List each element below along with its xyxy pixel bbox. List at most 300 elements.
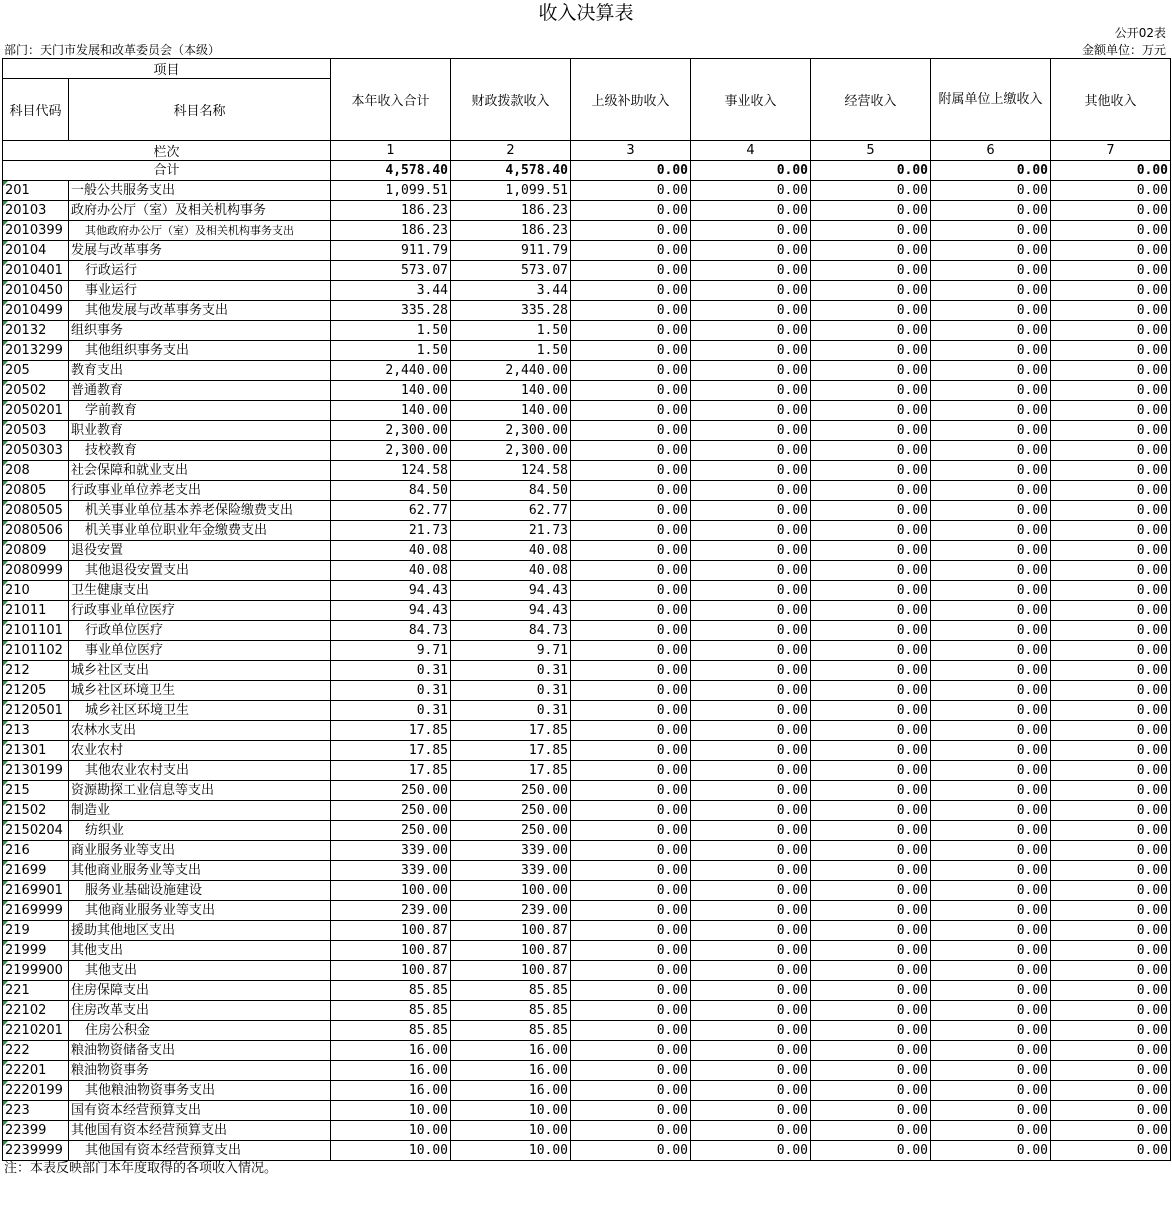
other-income-cell[interactable]: 0.00 [1051, 441, 1171, 461]
subject-name[interactable]: 资源勘探工业信息等支出 [69, 781, 331, 801]
other-income-cell[interactable]: 0.00 [811, 881, 931, 901]
subject-name[interactable]: 城乡社区支出 [69, 661, 331, 681]
fiscal-income-cell[interactable]: 85.85 [451, 1021, 571, 1041]
other-income-cell[interactable]: 0.00 [811, 1001, 931, 1021]
subject-code[interactable] [3, 941, 69, 961]
total-income-cell[interactable]: 140.00 [331, 401, 451, 421]
other-income-cell[interactable]: 0.00 [571, 441, 691, 461]
subject-name[interactable]: 卫生健康支出 [69, 581, 331, 601]
other-income-cell[interactable]: 0.00 [811, 1101, 931, 1121]
other-income-cell[interactable]: 0.00 [691, 1001, 811, 1021]
other-income-cell[interactable]: 0.00 [571, 1061, 691, 1081]
subject-code[interactable] [3, 761, 69, 781]
other-income-cell[interactable]: 0.00 [931, 761, 1051, 781]
fiscal-income-cell[interactable]: 0.31 [451, 661, 571, 681]
total-income-cell[interactable]: 94.43 [331, 601, 451, 621]
other-income-cell[interactable]: 0.00 [1051, 281, 1171, 301]
other-income-cell[interactable]: 0.00 [931, 441, 1051, 461]
other-income-cell[interactable]: 0.00 [1051, 1061, 1171, 1081]
other-income-cell[interactable]: 0.00 [811, 421, 931, 441]
total-income-cell[interactable]: 3.44 [331, 281, 451, 301]
other-income-cell[interactable]: 0.00 [931, 481, 1051, 501]
total-income-cell[interactable]: 0.31 [331, 701, 451, 721]
subject-name[interactable]: 农林水支出 [69, 721, 331, 741]
other-income-cell[interactable]: 0.00 [1051, 501, 1171, 521]
subject-name[interactable]: 服务业基础设施建设 [69, 881, 331, 901]
fiscal-income-cell[interactable]: 10.00 [451, 1141, 571, 1161]
other-income-cell[interactable]: 0.00 [931, 641, 1051, 661]
fiscal-income-cell[interactable]: 186.23 [451, 221, 571, 241]
other-income-cell[interactable]: 0.00 [691, 921, 811, 941]
other-income-cell[interactable]: 0.00 [811, 241, 931, 261]
other-income-cell[interactable]: 0.00 [691, 461, 811, 481]
other-income-cell[interactable]: 0.00 [811, 181, 931, 201]
other-income-cell[interactable]: 0.00 [691, 981, 811, 1001]
other-income-cell[interactable]: 0.00 [811, 461, 931, 481]
other-income-cell[interactable]: 0.00 [691, 881, 811, 901]
total-income-cell[interactable]: 239.00 [331, 901, 451, 921]
total-income-cell[interactable]: 1.50 [331, 321, 451, 341]
subject-name[interactable]: 机关事业单位基本养老保险缴费支出 [69, 501, 331, 521]
other-income-cell[interactable]: 0.00 [571, 1001, 691, 1021]
fiscal-income-cell[interactable]: 84.50 [451, 481, 571, 501]
other-income-cell[interactable]: 0.00 [691, 761, 811, 781]
subject-name[interactable]: 纺织业 [69, 821, 331, 841]
subject-code[interactable] [3, 721, 69, 741]
fiscal-income-cell[interactable]: 16.00 [451, 1061, 571, 1081]
fiscal-income-cell[interactable]: 2,300.00 [451, 421, 571, 441]
other-income-cell[interactable]: 0.00 [811, 1021, 931, 1041]
other-income-cell[interactable]: 0.00 [931, 1141, 1051, 1161]
fiscal-income-cell[interactable]: 335.28 [451, 301, 571, 321]
subject-code[interactable] [3, 521, 69, 541]
other-income-cell[interactable]: 0.00 [811, 261, 931, 281]
other-income-cell[interactable]: 0.00 [1051, 841, 1171, 861]
total-income-cell[interactable]: 17.85 [331, 761, 451, 781]
other-income-cell[interactable]: 0.00 [931, 741, 1051, 761]
other-income-cell[interactable]: 0.00 [571, 421, 691, 441]
subject-name[interactable]: 行政单位医疗 [69, 621, 331, 641]
fiscal-income-cell[interactable]: 911.79 [451, 241, 571, 261]
subject-name[interactable]: 事业单位医疗 [69, 641, 331, 661]
subject-code[interactable] [3, 361, 69, 381]
other-income-cell[interactable]: 0.00 [571, 901, 691, 921]
other-income-cell[interactable]: 0.00 [571, 581, 691, 601]
subject-code[interactable] [3, 441, 69, 461]
other-income-cell[interactable]: 0.00 [811, 741, 931, 761]
fiscal-income-cell[interactable]: 10.00 [451, 1121, 571, 1141]
other-income-cell[interactable]: 0.00 [931, 221, 1051, 241]
fiscal-income-cell[interactable]: 339.00 [451, 841, 571, 861]
other-income-cell[interactable]: 0.00 [931, 801, 1051, 821]
total-income-cell[interactable]: 2,440.00 [331, 361, 451, 381]
fiscal-income-cell[interactable]: 10.00 [451, 1101, 571, 1121]
other-income-cell[interactable]: 0.00 [811, 681, 931, 701]
total-income-cell[interactable]: 0.31 [331, 661, 451, 681]
subject-name[interactable]: 行政事业单位医疗 [69, 601, 331, 621]
subject-name[interactable]: 国有资本经营预算支出 [69, 1101, 331, 1121]
other-income-cell[interactable]: 0.00 [811, 1061, 931, 1081]
other-income-cell[interactable]: 0.00 [811, 361, 931, 381]
other-income-cell[interactable]: 0.00 [691, 441, 811, 461]
fiscal-income-cell[interactable]: 40.08 [451, 541, 571, 561]
other-income-cell[interactable]: 0.00 [691, 541, 811, 561]
other-income-cell[interactable]: 0.00 [571, 501, 691, 521]
other-income-cell[interactable]: 0.00 [1051, 321, 1171, 341]
other-income-cell[interactable]: 0.00 [691, 281, 811, 301]
other-income-cell[interactable]: 0.00 [1051, 641, 1171, 661]
other-income-cell[interactable]: 0.00 [811, 661, 931, 681]
subject-name[interactable]: 政府办公厅（室）及相关机构事务 [69, 201, 331, 221]
other-income-cell[interactable]: 0.00 [691, 1141, 811, 1161]
other-income-cell[interactable]: 0.00 [571, 721, 691, 741]
other-income-cell[interactable]: 0.00 [1051, 201, 1171, 221]
other-income-cell[interactable]: 0.00 [1051, 701, 1171, 721]
total-income-cell[interactable]: 85.85 [331, 981, 451, 1001]
total-income-cell[interactable]: 10.00 [331, 1101, 451, 1121]
other-income-cell[interactable]: 0.00 [931, 1101, 1051, 1121]
subject-code[interactable] [3, 1101, 69, 1121]
total-income-cell[interactable]: 84.50 [331, 481, 451, 501]
total-income-cell[interactable]: 335.28 [331, 301, 451, 321]
other-income-cell[interactable]: 0.00 [931, 961, 1051, 981]
other-income-cell[interactable]: 0.00 [1051, 561, 1171, 581]
subject-code[interactable] [3, 901, 69, 921]
subject-code[interactable] [3, 641, 69, 661]
fiscal-income-cell[interactable]: 17.85 [451, 761, 571, 781]
subject-name[interactable]: 其他支出 [69, 941, 331, 961]
fiscal-income-cell[interactable]: 186.23 [451, 201, 571, 221]
subject-code[interactable] [3, 1121, 69, 1141]
subject-code[interactable] [3, 781, 69, 801]
other-income-cell[interactable]: 0.00 [691, 621, 811, 641]
total-income-cell[interactable]: 17.85 [331, 721, 451, 741]
other-income-cell[interactable]: 0.00 [571, 181, 691, 201]
subject-name[interactable]: 学前教育 [69, 401, 331, 421]
subject-code[interactable] [3, 1001, 69, 1021]
subject-code[interactable] [3, 341, 69, 361]
other-income-cell[interactable]: 0.00 [1051, 861, 1171, 881]
other-income-cell[interactable]: 0.00 [811, 601, 931, 621]
other-income-cell[interactable]: 0.00 [691, 661, 811, 681]
other-income-cell[interactable]: 0.00 [571, 1101, 691, 1121]
subject-code[interactable] [3, 1141, 69, 1161]
other-income-cell[interactable]: 0.00 [931, 341, 1051, 361]
subject-name[interactable]: 粮油物资储备支出 [69, 1041, 331, 1061]
subject-code[interactable] [3, 841, 69, 861]
fiscal-income-cell[interactable]: 0.31 [451, 681, 571, 701]
subject-name[interactable]: 援助其他地区支出 [69, 921, 331, 941]
fiscal-income-cell[interactable]: 239.00 [451, 901, 571, 921]
other-income-cell[interactable]: 0.00 [811, 921, 931, 941]
other-income-cell[interactable]: 0.00 [571, 1081, 691, 1101]
total-income-cell[interactable]: 2,300.00 [331, 441, 451, 461]
fiscal-income-cell[interactable]: 17.85 [451, 741, 571, 761]
other-income-cell[interactable]: 0.00 [691, 781, 811, 801]
other-income-cell[interactable]: 0.00 [691, 221, 811, 241]
other-income-cell[interactable]: 0.00 [691, 961, 811, 981]
subject-code[interactable] [3, 241, 69, 261]
total-income-cell[interactable]: 186.23 [331, 221, 451, 241]
total-income-cell[interactable]: 250.00 [331, 801, 451, 821]
other-income-cell[interactable]: 0.00 [931, 281, 1051, 301]
other-income-cell[interactable]: 0.00 [571, 681, 691, 701]
other-income-cell[interactable]: 0.00 [811, 961, 931, 981]
other-income-cell[interactable]: 0.00 [811, 641, 931, 661]
other-income-cell[interactable]: 0.00 [1051, 681, 1171, 701]
total-income-cell[interactable]: 100.00 [331, 881, 451, 901]
total-income-cell[interactable]: 16.00 [331, 1061, 451, 1081]
total-income-cell[interactable]: 40.08 [331, 561, 451, 581]
other-income-cell[interactable]: 0.00 [811, 221, 931, 241]
total-income-cell[interactable]: 1.50 [331, 341, 451, 361]
other-income-cell[interactable]: 0.00 [571, 601, 691, 621]
other-income-cell[interactable]: 0.00 [691, 321, 811, 341]
other-income-cell[interactable]: 0.00 [931, 581, 1051, 601]
other-income-cell[interactable]: 0.00 [571, 1141, 691, 1161]
subject-code[interactable] [3, 281, 69, 301]
other-income-cell[interactable]: 0.00 [691, 501, 811, 521]
other-income-cell[interactable]: 0.00 [811, 861, 931, 881]
other-income-cell[interactable]: 0.00 [1051, 1121, 1171, 1141]
other-income-cell[interactable]: 0.00 [811, 1141, 931, 1161]
total-income-cell[interactable]: 85.85 [331, 1001, 451, 1021]
fiscal-income-cell[interactable]: 250.00 [451, 821, 571, 841]
other-income-cell[interactable]: 0.00 [691, 481, 811, 501]
fiscal-income-cell[interactable]: 17.85 [451, 721, 571, 741]
subject-name[interactable]: 其他粮油物资事务支出 [69, 1081, 331, 1101]
other-income-cell[interactable]: 0.00 [571, 981, 691, 1001]
subject-code[interactable] [3, 801, 69, 821]
other-income-cell[interactable]: 0.00 [811, 561, 931, 581]
fiscal-income-cell[interactable]: 100.87 [451, 941, 571, 961]
other-income-cell[interactable]: 0.00 [931, 381, 1051, 401]
subject-code[interactable] [3, 981, 69, 1001]
subject-code[interactable] [3, 621, 69, 641]
other-income-cell[interactable]: 0.00 [931, 541, 1051, 561]
other-income-cell[interactable]: 0.00 [931, 821, 1051, 841]
other-income-cell[interactable]: 0.00 [931, 941, 1051, 961]
other-income-cell[interactable]: 0.00 [931, 521, 1051, 541]
other-income-cell[interactable]: 0.00 [691, 261, 811, 281]
subject-name[interactable]: 城乡社区环境卫生 [69, 701, 331, 721]
other-income-cell[interactable]: 0.00 [571, 941, 691, 961]
other-income-cell[interactable]: 0.00 [811, 821, 931, 841]
other-income-cell[interactable]: 0.00 [691, 1101, 811, 1121]
other-income-cell[interactable]: 0.00 [571, 701, 691, 721]
subject-name[interactable]: 其他商业服务业等支出 [69, 901, 331, 921]
subject-name[interactable]: 职业教育 [69, 421, 331, 441]
other-income-cell[interactable]: 0.00 [931, 321, 1051, 341]
other-income-cell[interactable]: 0.00 [1051, 541, 1171, 561]
total-income-cell[interactable]: 1,099.51 [331, 181, 451, 201]
subject-code[interactable] [3, 541, 69, 561]
other-income-cell[interactable]: 0.00 [931, 1121, 1051, 1141]
other-income-cell[interactable]: 0.00 [931, 981, 1051, 1001]
other-income-cell[interactable]: 0.00 [691, 1081, 811, 1101]
total-income-cell[interactable]: 140.00 [331, 381, 451, 401]
other-income-cell[interactable]: 0.00 [1051, 1001, 1171, 1021]
other-income-cell[interactable]: 0.00 [811, 381, 931, 401]
other-income-cell[interactable]: 0.00 [811, 1081, 931, 1101]
other-income-cell[interactable]: 0.00 [571, 541, 691, 561]
other-income-cell[interactable]: 0.00 [691, 1021, 811, 1041]
subject-code[interactable] [3, 321, 69, 341]
subject-name[interactable]: 技校教育 [69, 441, 331, 461]
other-income-cell[interactable]: 0.00 [811, 501, 931, 521]
total-income-cell[interactable]: 2,300.00 [331, 421, 451, 441]
other-income-cell[interactable]: 0.00 [571, 641, 691, 661]
subject-name[interactable]: 组织事务 [69, 321, 331, 341]
total-income-cell[interactable]: 573.07 [331, 261, 451, 281]
total-income-cell[interactable]: 21.73 [331, 521, 451, 541]
fiscal-income-cell[interactable]: 94.43 [451, 581, 571, 601]
other-income-cell[interactable]: 0.00 [691, 861, 811, 881]
total-income-cell[interactable]: 339.00 [331, 841, 451, 861]
subject-name[interactable]: 其他组织事务支出 [69, 341, 331, 361]
subject-code[interactable] [3, 181, 69, 201]
other-income-cell[interactable]: 0.00 [571, 781, 691, 801]
other-income-cell[interactable]: 0.00 [691, 341, 811, 361]
total-income-cell[interactable]: 17.85 [331, 741, 451, 761]
subject-code[interactable] [3, 261, 69, 281]
other-income-cell[interactable]: 0.00 [571, 561, 691, 581]
other-income-cell[interactable]: 0.00 [571, 381, 691, 401]
other-income-cell[interactable]: 0.00 [931, 621, 1051, 641]
other-income-cell[interactable]: 0.00 [691, 941, 811, 961]
other-income-cell[interactable]: 0.00 [571, 401, 691, 421]
fiscal-income-cell[interactable]: 124.58 [451, 461, 571, 481]
other-income-cell[interactable]: 0.00 [691, 401, 811, 421]
other-income-cell[interactable]: 0.00 [571, 821, 691, 841]
subject-name[interactable]: 其他国有资本经营预算支出 [69, 1141, 331, 1161]
total-income-cell[interactable]: 40.08 [331, 541, 451, 561]
other-income-cell[interactable]: 0.00 [811, 981, 931, 1001]
other-income-cell[interactable]: 0.00 [691, 901, 811, 921]
fiscal-income-cell[interactable]: 1.50 [451, 341, 571, 361]
other-income-cell[interactable]: 0.00 [571, 241, 691, 261]
other-income-cell[interactable]: 0.00 [571, 621, 691, 641]
other-income-cell[interactable]: 0.00 [931, 401, 1051, 421]
fiscal-income-cell[interactable]: 100.87 [451, 961, 571, 981]
other-income-cell[interactable]: 0.00 [571, 301, 691, 321]
subject-code[interactable] [3, 581, 69, 601]
total-income-cell[interactable]: 10.00 [331, 1121, 451, 1141]
other-income-cell[interactable]: 0.00 [931, 881, 1051, 901]
other-income-cell[interactable]: 0.00 [1051, 1041, 1171, 1061]
subject-code[interactable] [3, 921, 69, 941]
other-income-cell[interactable]: 0.00 [571, 281, 691, 301]
subject-name[interactable]: 其他商业服务业等支出 [69, 861, 331, 881]
other-income-cell[interactable]: 0.00 [931, 781, 1051, 801]
other-income-cell[interactable]: 0.00 [691, 241, 811, 261]
other-income-cell[interactable]: 0.00 [811, 541, 931, 561]
other-income-cell[interactable]: 0.00 [691, 521, 811, 541]
subject-name[interactable]: 普通教育 [69, 381, 331, 401]
other-income-cell[interactable]: 0.00 [691, 801, 811, 821]
subject-name[interactable]: 机关事业单位职业年金缴费支出 [69, 521, 331, 541]
other-income-cell[interactable]: 0.00 [691, 1121, 811, 1141]
fiscal-income-cell[interactable]: 62.77 [451, 501, 571, 521]
other-income-cell[interactable]: 0.00 [691, 681, 811, 701]
other-income-cell[interactable]: 0.00 [571, 321, 691, 341]
total-income-cell[interactable]: 250.00 [331, 781, 451, 801]
fiscal-income-cell[interactable]: 1,099.51 [451, 181, 571, 201]
subject-code[interactable] [3, 701, 69, 721]
total-income-cell[interactable]: 0.31 [331, 681, 451, 701]
subject-name[interactable]: 教育支出 [69, 361, 331, 381]
other-income-cell[interactable]: 0.00 [571, 521, 691, 541]
fiscal-income-cell[interactable]: 2,440.00 [451, 361, 571, 381]
other-income-cell[interactable]: 0.00 [811, 941, 931, 961]
subject-name[interactable]: 退役安置 [69, 541, 331, 561]
other-income-cell[interactable]: 0.00 [1051, 341, 1171, 361]
other-income-cell[interactable]: 0.00 [931, 241, 1051, 261]
fiscal-income-cell[interactable]: 9.71 [451, 641, 571, 661]
subject-code[interactable] [3, 461, 69, 481]
subject-code[interactable] [3, 961, 69, 981]
other-income-cell[interactable]: 0.00 [931, 841, 1051, 861]
other-income-cell[interactable]: 0.00 [691, 821, 811, 841]
subject-code[interactable] [3, 501, 69, 521]
other-income-cell[interactable]: 0.00 [1051, 801, 1171, 821]
other-income-cell[interactable]: 0.00 [1051, 1141, 1171, 1161]
subject-name[interactable]: 城乡社区环境卫生 [69, 681, 331, 701]
other-income-cell[interactable]: 0.00 [931, 681, 1051, 701]
other-income-cell[interactable]: 0.00 [811, 901, 931, 921]
other-income-cell[interactable]: 0.00 [571, 761, 691, 781]
subject-name[interactable]: 其他发展与改革事务支出 [69, 301, 331, 321]
other-income-cell[interactable]: 0.00 [1051, 721, 1171, 741]
other-income-cell[interactable]: 0.00 [1051, 461, 1171, 481]
subject-code[interactable] [3, 1021, 69, 1041]
other-income-cell[interactable]: 0.00 [931, 861, 1051, 881]
other-income-cell[interactable]: 0.00 [1051, 521, 1171, 541]
subject-code[interactable] [3, 661, 69, 681]
subject-code[interactable] [3, 1061, 69, 1081]
other-income-cell[interactable]: 0.00 [691, 841, 811, 861]
other-income-cell[interactable]: 0.00 [1051, 361, 1171, 381]
total-income-cell[interactable]: 62.77 [331, 501, 451, 521]
subject-code[interactable] [3, 681, 69, 701]
other-income-cell[interactable]: 0.00 [931, 661, 1051, 681]
other-income-cell[interactable]: 0.00 [571, 481, 691, 501]
subject-name[interactable]: 住房保障支出 [69, 981, 331, 1001]
subject-name[interactable]: 其他退役安置支出 [69, 561, 331, 581]
other-income-cell[interactable]: 0.00 [1051, 1021, 1171, 1041]
other-income-cell[interactable]: 0.00 [571, 961, 691, 981]
other-income-cell[interactable]: 0.00 [691, 581, 811, 601]
other-income-cell[interactable]: 0.00 [1051, 761, 1171, 781]
other-income-cell[interactable]: 0.00 [691, 301, 811, 321]
other-income-cell[interactable]: 0.00 [811, 441, 931, 461]
other-income-cell[interactable]: 0.00 [1051, 901, 1171, 921]
other-income-cell[interactable]: 0.00 [1051, 661, 1171, 681]
other-income-cell[interactable]: 0.00 [1051, 981, 1171, 1001]
other-income-cell[interactable]: 0.00 [1051, 181, 1171, 201]
other-income-cell[interactable]: 0.00 [1051, 921, 1171, 941]
other-income-cell[interactable]: 0.00 [571, 661, 691, 681]
subject-name[interactable]: 其他支出 [69, 961, 331, 981]
other-income-cell[interactable]: 0.00 [691, 361, 811, 381]
fiscal-income-cell[interactable]: 84.73 [451, 621, 571, 641]
other-income-cell[interactable]: 0.00 [811, 1041, 931, 1061]
subject-name[interactable]: 制造业 [69, 801, 331, 821]
other-income-cell[interactable]: 0.00 [691, 561, 811, 581]
other-income-cell[interactable]: 0.00 [811, 841, 931, 861]
other-income-cell[interactable]: 0.00 [1051, 601, 1171, 621]
fiscal-income-cell[interactable]: 21.73 [451, 521, 571, 541]
